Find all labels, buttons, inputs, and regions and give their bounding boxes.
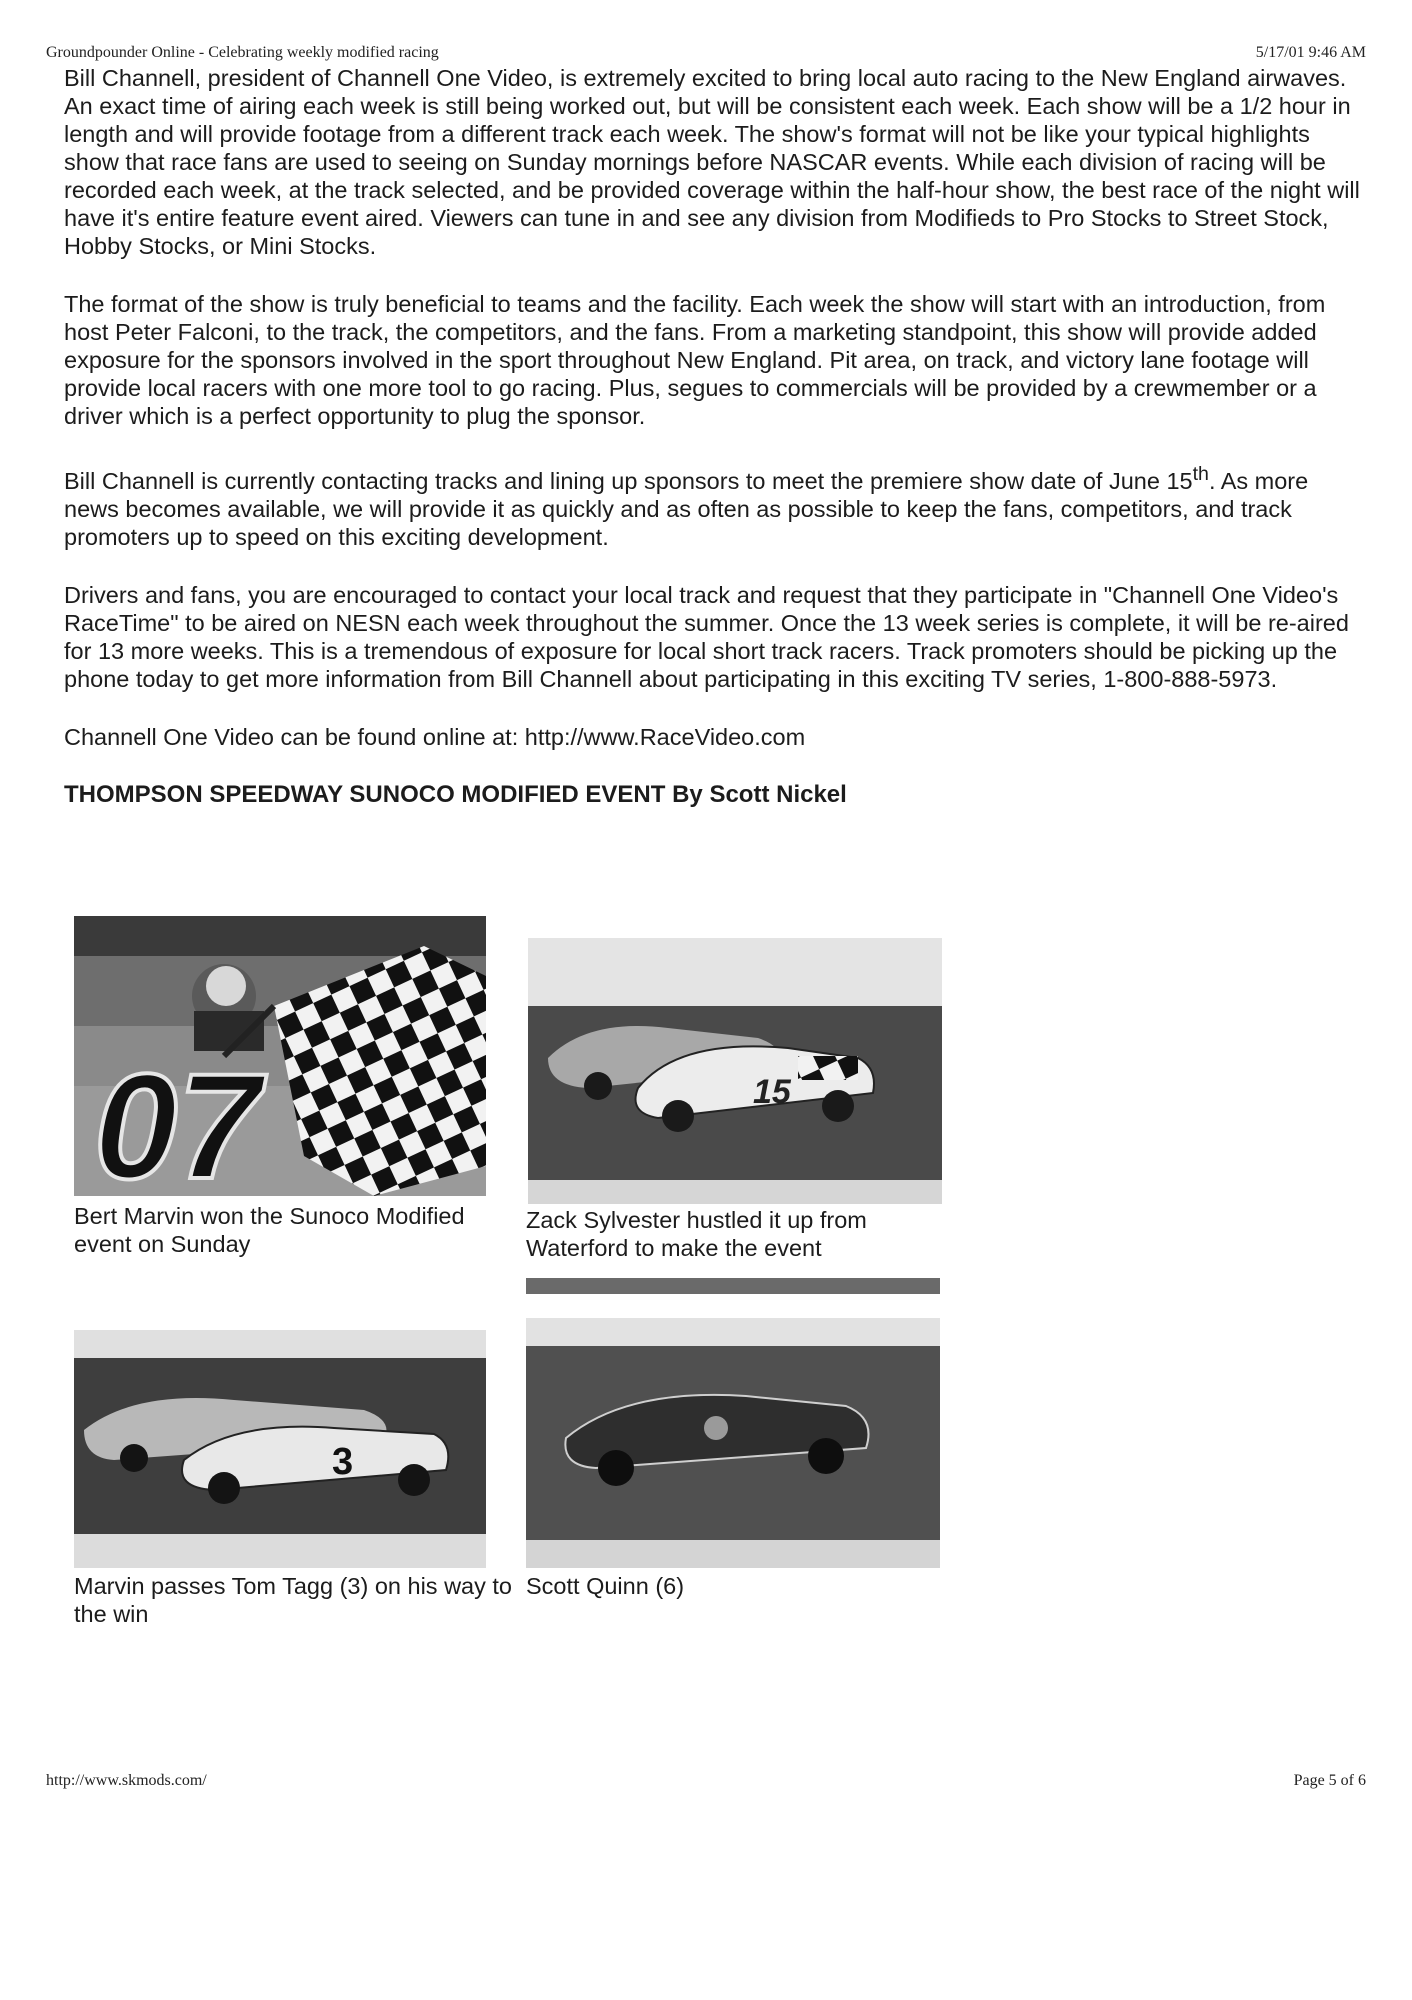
photo-winner-checkered-flag xyxy=(74,916,486,1196)
section-byline: By Scott Nickel xyxy=(672,780,847,808)
photo-race-illustration xyxy=(528,918,942,1204)
photo-pass-illustration xyxy=(74,1310,486,1568)
photo-caption: Scott Quinn (6) xyxy=(526,1573,685,1599)
article-paragraph: Bill Channell, president of Channell One Video, is extremely excited to bring local auto racing to the New England airwaves. An exact time of airing each week is still being worked out, but will be consistent each week. Each show will be a 1/2 hour in length and will provide footage from a different track each week. The show's format will not be like your typical highlights show that race fans are used to seeing on Sunday mornings before NASCAR events. While each division of racing will be recorded each week, at the track selected, and be provided coverage within the half-hour show, the best race of the night will have it's entire feature event aired. Viewers can tune in and see any division from Modifieds to Pro Stocks to Street Stock, Hobby Stocks, or Mini Stocks. xyxy=(64,65,1360,259)
article-paragraph-text: Bill Channell is currently contacting tracks and lining up sponsors to meet the premiere show date of June 15 xyxy=(64,467,1193,494)
page-footer-url: http://www.skmods.com/ xyxy=(46,1772,207,1789)
article-paragraph: The format of the show is truly beneficial to teams and the facility. Each week the show will start with an introduction, from host Peter Falconi, to the track, the competitors, and the fans. From a marketing standpoint, this show will provide added exposure for the sponsors involved in the sport throughout New England. Pit area, on track, and victory lane footage will provide local racers with one more tool to go racing. Plus, segues to commercials will be provided by a crewmember or a driver which is a perfect opportunity to plug the sponsor. xyxy=(64,291,1326,429)
photo-caption: Marvin passes Tom Tagg (3) on his way to the win xyxy=(74,1573,512,1627)
page-footer-page-number: Page 5 of 6 xyxy=(1293,1772,1366,1789)
photo-cars-on-track xyxy=(528,918,942,1204)
section-heading-title: THOMPSON SPEEDWAY SUNOCO MODIFIED EVENT xyxy=(64,780,666,808)
section-heading xyxy=(64,781,1364,809)
photo-caption: Zack Sylvester hustled it up from Waterford to make the event xyxy=(526,1207,867,1261)
photo-scott-quinn xyxy=(526,1278,940,1568)
car-number-3: 3 xyxy=(332,1441,354,1483)
article-paragraph: Channell One Video can be found online at: http://www.RaceVideo.com xyxy=(64,723,806,750)
car-number-07: 07 xyxy=(94,1042,261,1196)
article-paragraph-text: . As more news becomes available, we will provide it as quickly and as often as possible to keep the fans, competitors, and track promoters up to speed on this exciting development. xyxy=(64,467,1309,550)
page-header-datetime: 5/17/01 9:46 AM xyxy=(1255,44,1366,61)
photo-winner-illustration xyxy=(74,916,486,1196)
article-paragraph: Drivers and fans, you are encouraged to contact your local track and request that they participate in "Channell One Video's RaceTime" to be aired on NESN each week throughout the summer. Once the 13 week series is complete, it will be re-aired for 13 more weeks. This is a tremendous of exposure for local short track racers. Track promoters should be picking up the phone today to get more information from Bill Channell about participating in this exciting TV series, 1-800-888-5973. xyxy=(64,581,1349,692)
page-header-site-title: Groundpounder Online - Celebrating weekly modified racing xyxy=(46,44,439,61)
article-paragraph xyxy=(64,460,1364,551)
car-number-15: 15 xyxy=(753,1073,791,1111)
ordinal-suffix: th xyxy=(1192,463,1209,485)
photo-marvin-passes-tagg xyxy=(74,1310,486,1568)
photo-caption: Bert Marvin won the Sunoco Modified event on Sunday xyxy=(74,1203,465,1257)
photo-quinn-illustration xyxy=(526,1278,940,1568)
article-body xyxy=(64,64,1364,809)
